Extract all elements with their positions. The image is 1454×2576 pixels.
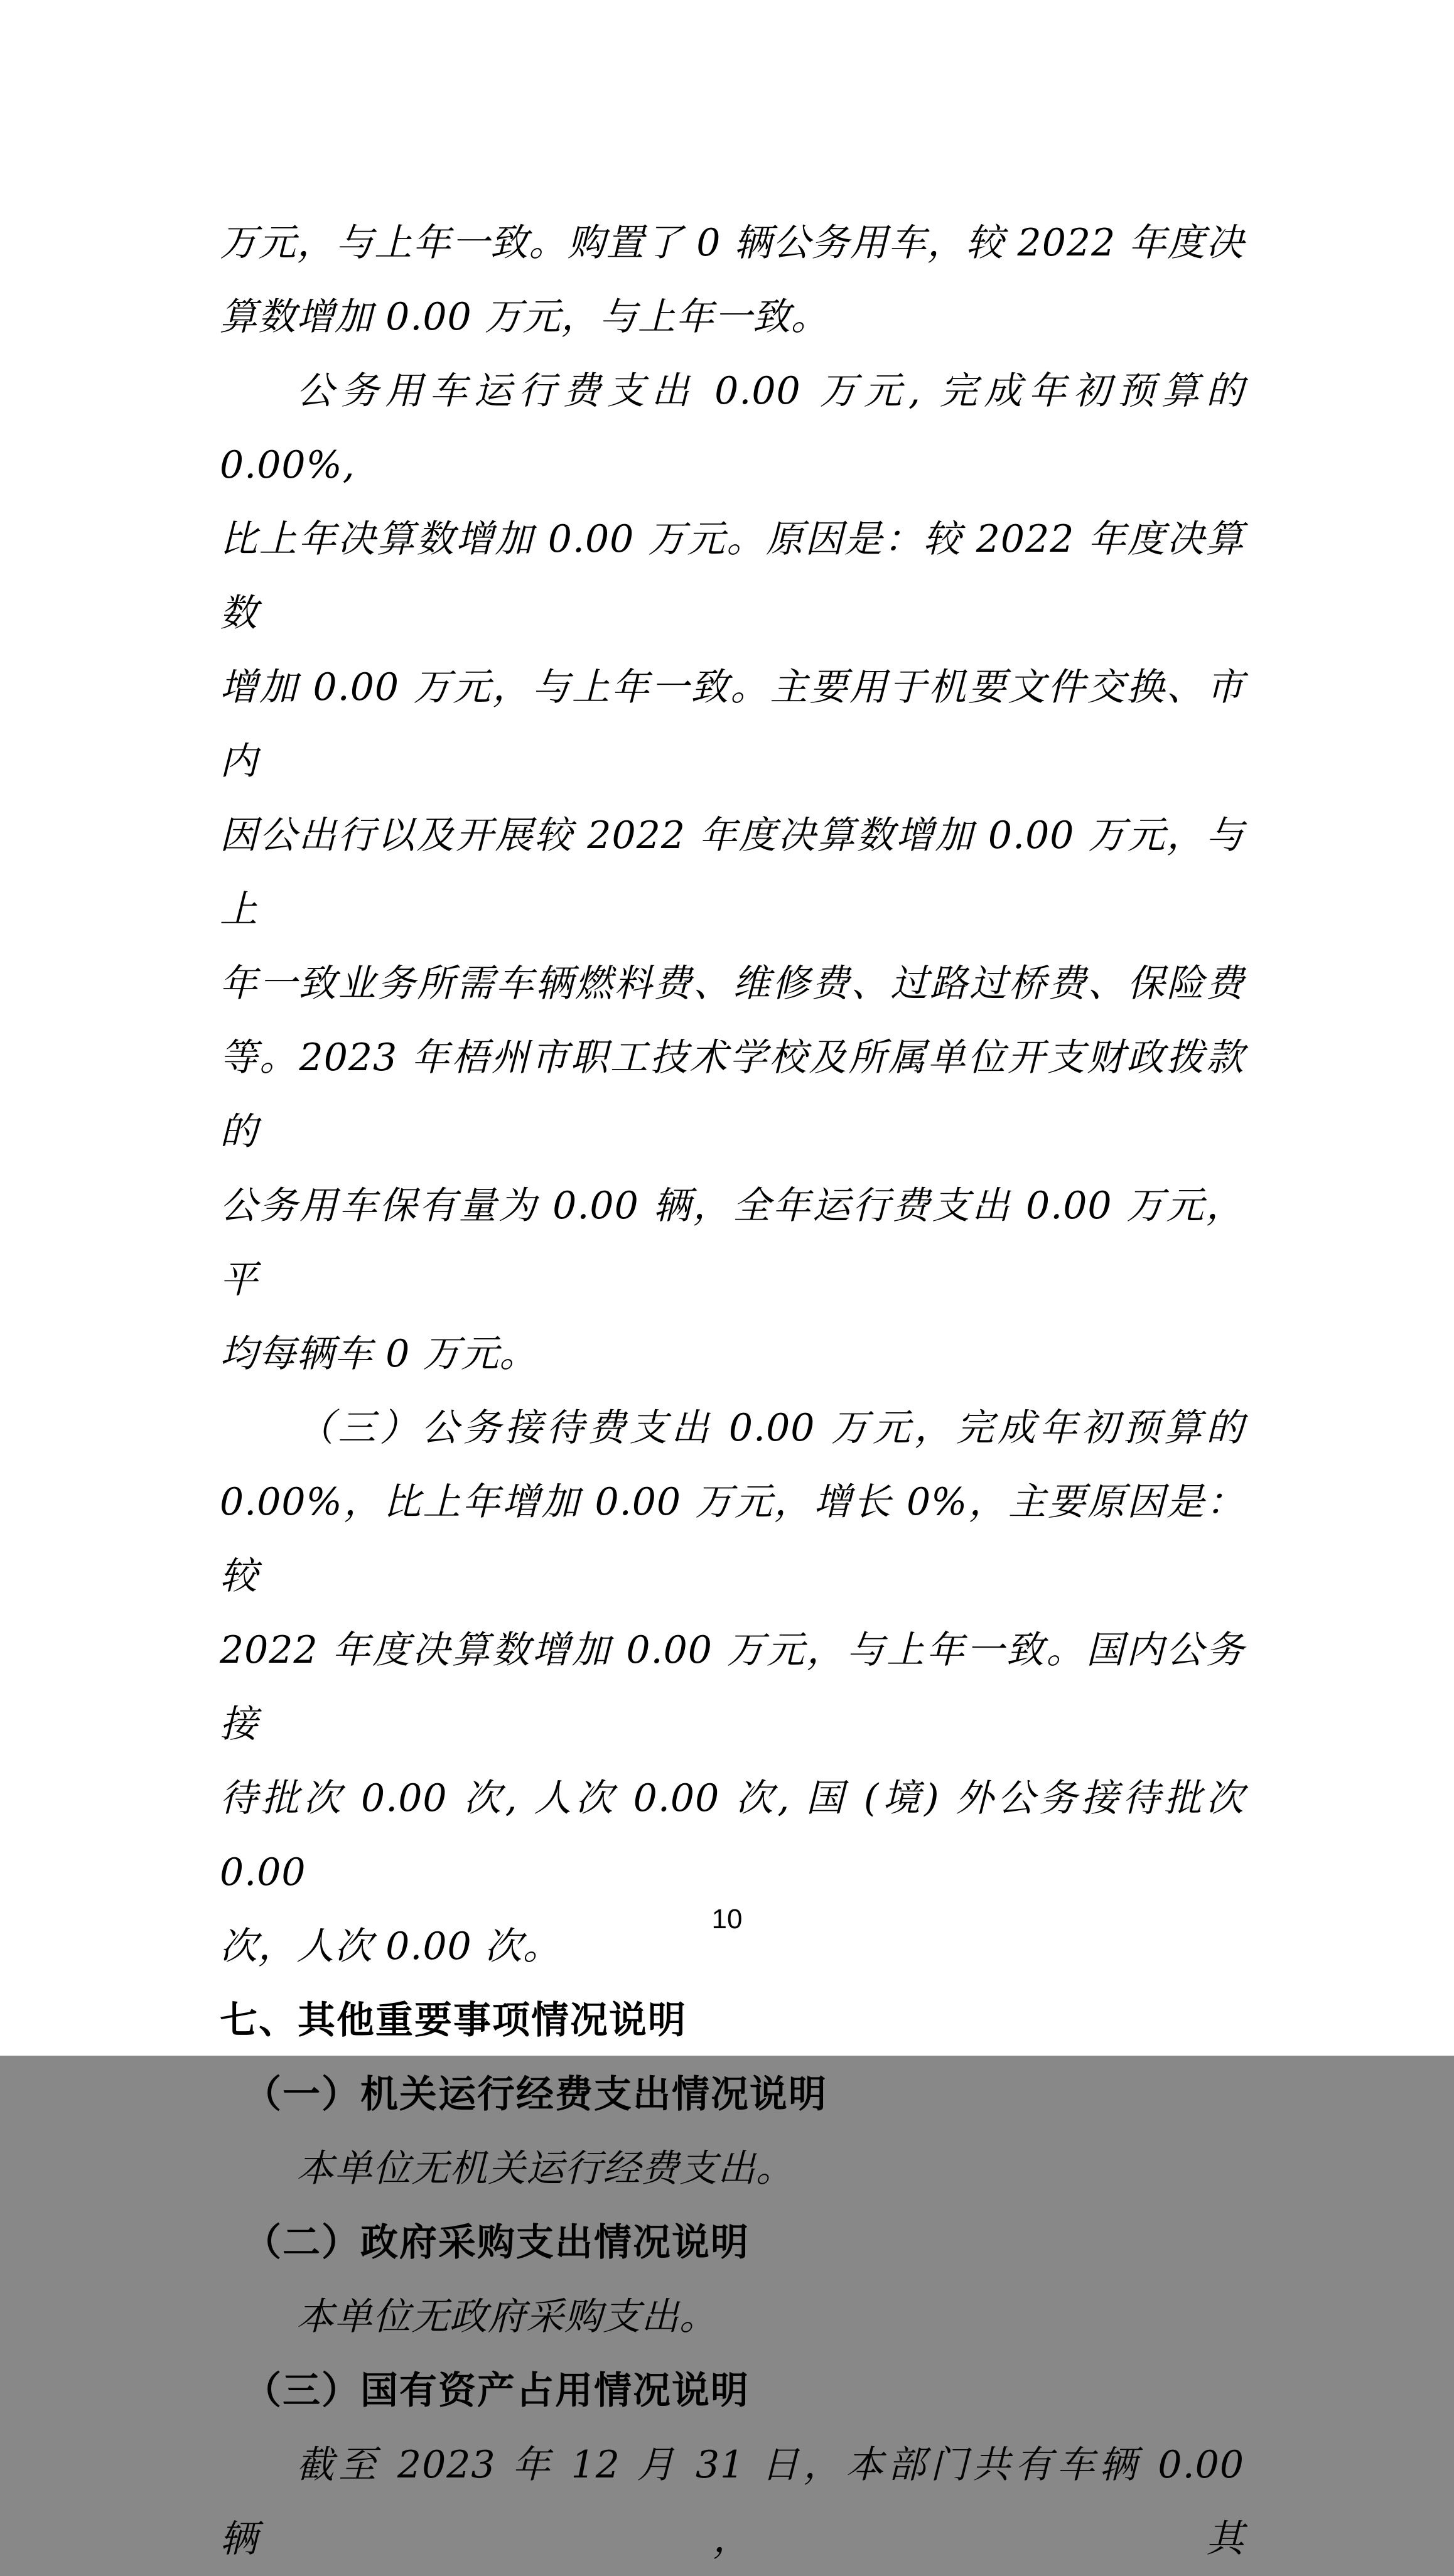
- text-line: 算数增加 0.00 万元，与上年一致。: [220, 295, 829, 339]
- text-line: 0.00%，比上年增加 0.00 万元，增长 0%，主要原因是：较: [220, 1480, 1244, 1598]
- text-line: 截至 2023 年 12 月 31 日，本部门共有车辆 0.00 辆，其: [220, 2443, 1244, 2561]
- text-line: 2022 年度决算数增加 0.00 万元，与上年一致。国内公务接: [220, 1628, 1244, 1746]
- text-line: 万元，与上年一致。购置了 0 辆公务用车，较 2022 年度决: [220, 221, 1244, 265]
- text-line: 本单位无机关运行经费支出。: [296, 2147, 794, 2191]
- text-line: （三）公务接待费支出 0.00 万元，完成年初预算的: [296, 1406, 1244, 1450]
- section-heading: （一）机关运行经费支出情况说明: [244, 2073, 827, 2117]
- page-content: [220, 206, 1244, 2576]
- text-line: 本单位无政府采购支出。: [296, 2295, 718, 2339]
- text-line: 均每辆车 0 万元。: [220, 1332, 538, 1376]
- text-line: 待批次 0.00 次, 人次 0.00 次, 国 (境) 外公务接待批次 0.00: [220, 1776, 1244, 1894]
- text-line: 公务用车保有量为 0.00 辆，全年运行费支出 0.00 万元，平: [220, 1184, 1244, 1302]
- text-line: 次，人次 0.00 次。: [220, 1924, 561, 1968]
- text-line: 因公出行以及开展较 2022 年度决算数增加 0.00 万元，与上: [220, 813, 1244, 931]
- text-line: 增加 0.00 万元，与上年一致。主要用于机要文件交换、市内: [220, 665, 1244, 783]
- page-number: 10: [711, 1904, 743, 1935]
- section-heading: （二）政府采购支出情况说明: [244, 2221, 750, 2265]
- text-line: 比上年决算数增加 0.00 万元。原因是：较 2022 年度决算数: [220, 517, 1244, 635]
- text-line: 年一致业务所需车辆燃料费、维修费、过路过桥费、保险费: [220, 962, 1244, 1006]
- section-heading: 七、其他重要事项情况说明: [220, 1999, 687, 2042]
- section-heading: （三）国有资产占用情况说明: [244, 2369, 750, 2413]
- text-line: 公务用车运行费支出 0.00 万元, 完成年初预算的 0.00%,: [220, 369, 1244, 487]
- text-line: 等。2023 年梧州市职工技术学校及所属单位开支财政拨款的: [220, 1036, 1244, 1154]
